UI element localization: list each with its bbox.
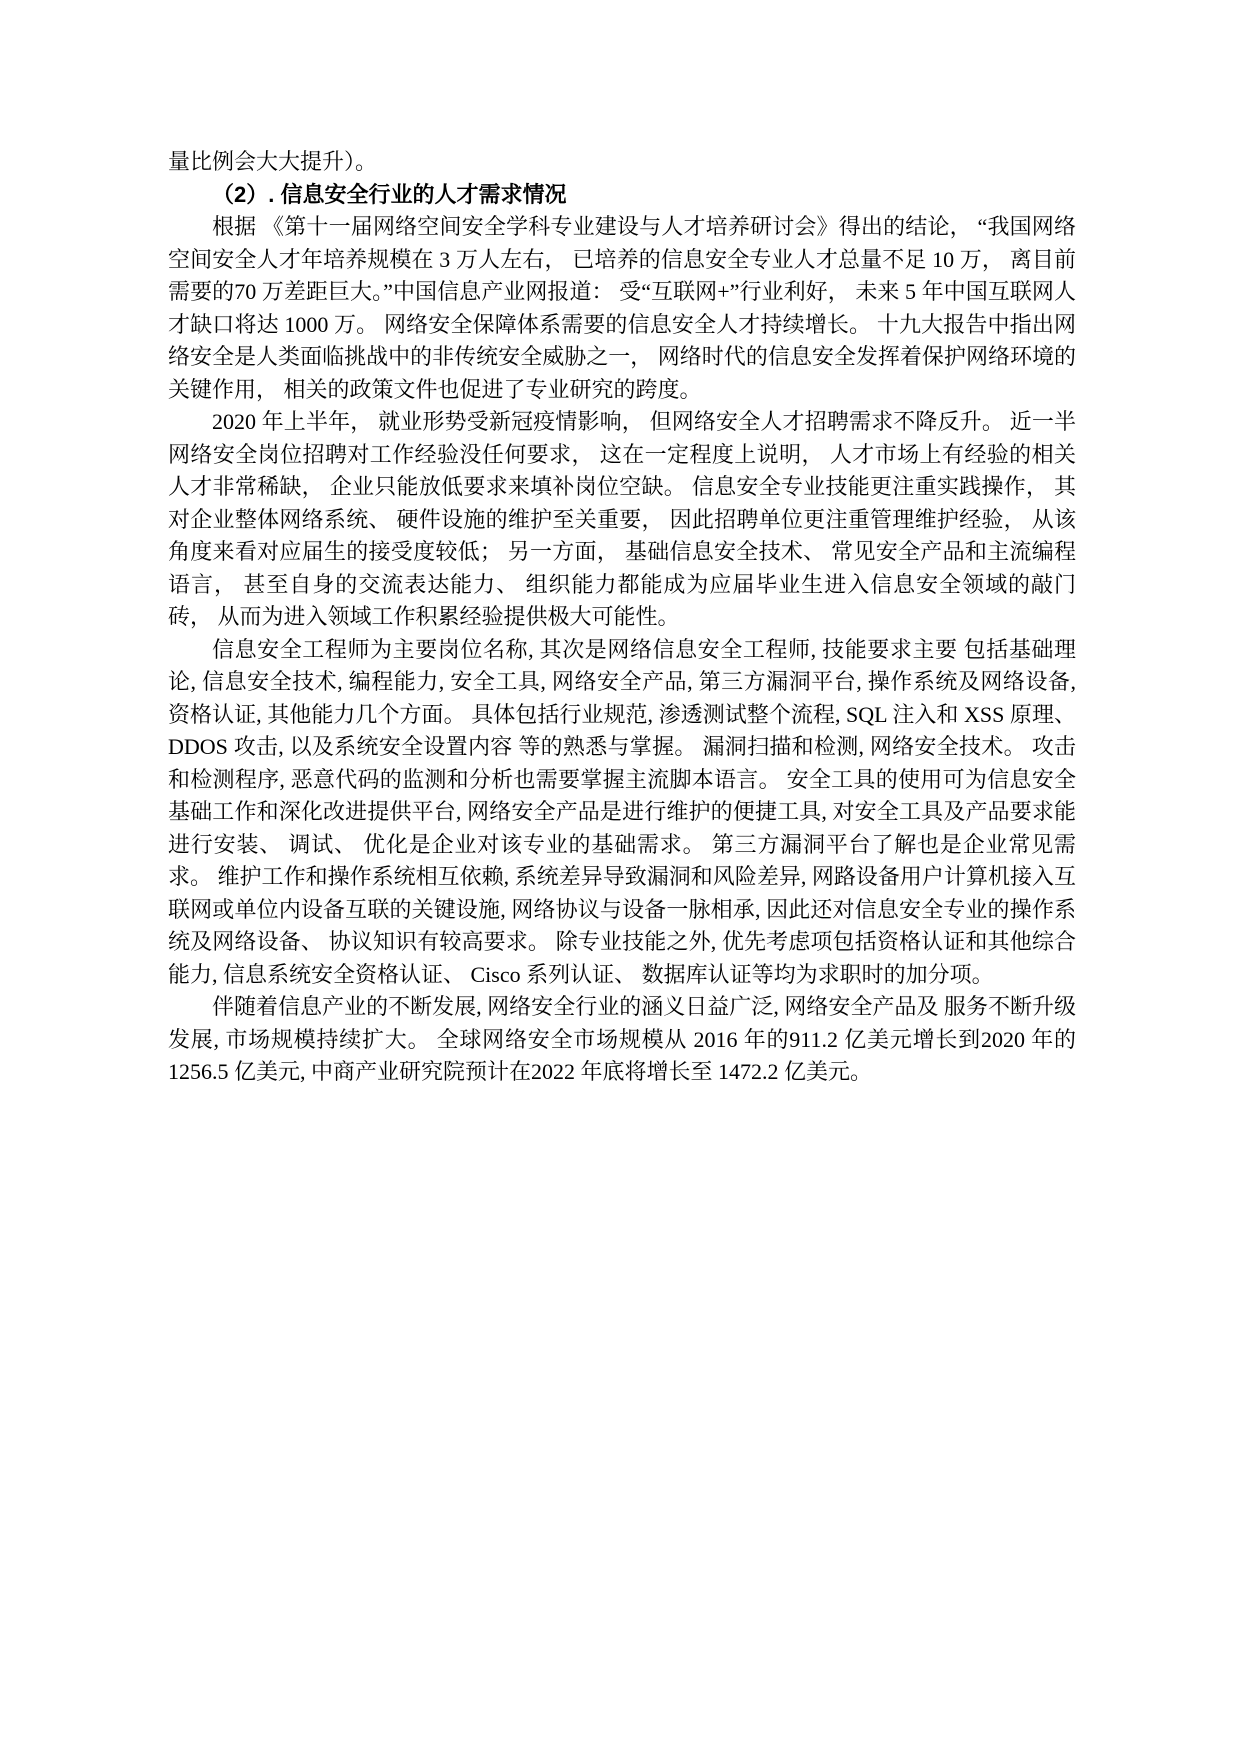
- document-content: [168, 146, 1076, 1089]
- paragraph-position-skill-requirements: 信息安全工程师为主要岗位名称, 其次是网络信息安全工程师, 技能要求主要 包括基础理论, 信息安全技术, 编程能力, 安全工具, 网络安全产品, 第三方漏洞平台, 操作系统及网络设备, 资格认证, 其他能力几个方面。 具体包括行业规范, 渗透测试整个流程, SQL 注入和 XSS 原理、DDOS 攻击, 以及系统安全设置内容 等的熟悉与掌握。 漏洞扫描和检测, 网络安全技术。 攻击和检测程序, 恶意代码的监测和分析也需要掌握主流脚本语言。 安全工具的使用可为信息安全基础工作和深化改进提供平台, 网络安全产品是进行维护的便捷工具, 对安全工具及产品要求能进行安装、 调试、 优化是企业对该专业的基础需求。 第三方漏洞平台了解也是企业常见需求。 维护工作和操作系统相互依赖, 系统差异导致漏洞和风险差异, 网路设备用户计算机接入互联网或单位内设备互联的关键设施, 网络协议与设备一脉相承, 因此还对信息安全专业的操作系统及网络设备、 协议知识有较高要求。 除专业技能之外, 优先考虑项包括资格认证和其他综合能力, 信息系统安全资格认证、 Cisco 系列认证、 数据库认证等均为求职时的加分项。: [168, 636, 1076, 987]
- carryover-line: 量比例会大大提升）。: [168, 149, 378, 174]
- paragraph-market-growth: 伴随着信息产业的不断发展, 网络安全行业的涵义日益广泛, 网络安全产品及 服务不断升级发展, 市场规模持续扩大。 全球网络安全市场规模从 2016 年的911.2 亿美元增长到2020 年的1256.5 亿美元, 中商产业研究院预计在2022 年底将增长至 1472.2 亿美元。: [168, 994, 1076, 1084]
- section-heading: （2）. 信息安全行业的人才需求情况: [212, 181, 567, 207]
- paragraph-talent-demand-overview: 根据 《第十一届网络空间安全学科专业建设与人才培养研讨会》得出的结论， “我国网络空间安全人才年培养规模在 3 万人左右， 已培养的信息安全专业人才总量不足 10 万， 离目前需要的70 万差距巨大。”中国信息产业网报道： 受“互联网+”行业利好， 未来 5 年中国互联网人才缺口将达 1000 万。 网络安全保障体系需要的信息安全人才持续增长。 十九大报告中指出网络安全是人类面临挑战中的非传统安全威胁之一， 网络时代的信息安全发挥着保护网络环境的关键作用， 相关的政策文件也促进了专业研究的跨度。: [168, 214, 1076, 402]
- paragraph-2020-employment-situation: 2020 年上半年， 就业形势受新冠疫情影响， 但网络安全人才招聘需求不降反升。 近一半网络安全岗位招聘对工作经验没任何要求， 这在一定程度上说明， 人才市场上有经验的相关人才非常稀缺， 企业只能放低要求来填补岗位空缺。 信息安全专业技能更注重实践操作， 其对企业整体网络系统、 硬件设施的维护至关重要， 因此招聘单位更注重管理维护经验， 从该角度来看对应届生的接受度较低； 另一方面， 基础信息安全技术、 常见安全产品和主流编程语言， 甚至自身的交流表达能力、 组织能力都能成为应届毕业生进入信息安全领域的敲门砖， 从而为进入领域工作积累经验提供极大可能性。: [168, 409, 1076, 629]
